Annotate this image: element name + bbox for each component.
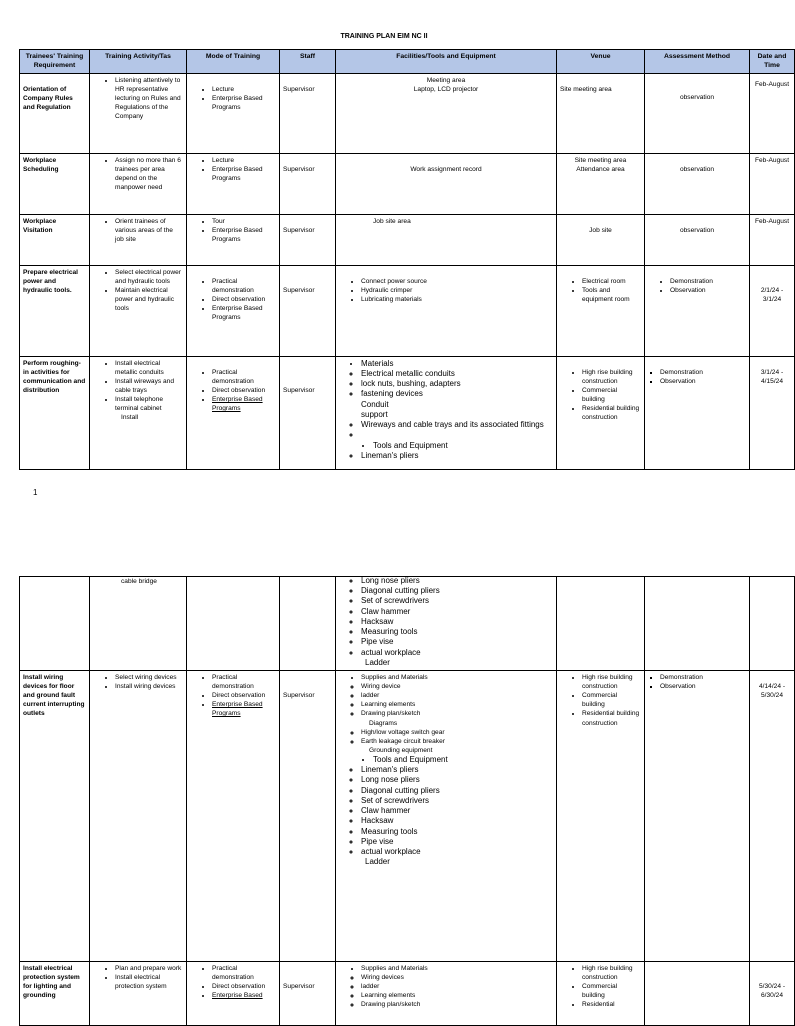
date-cell: Feb-August: [750, 214, 795, 265]
list-item: • Assign no more than 6 trainees per area depend on the manpower need: [115, 156, 183, 192]
list-item: • Install wireways and cable trays: [115, 377, 183, 395]
list-item: • Practical demonstration: [212, 368, 276, 386]
venue-cell: [557, 962, 645, 1026]
assessment-cell: [645, 671, 750, 962]
list-item: ◦ Earth leakage circuit breaker: [361, 737, 553, 746]
mode-cell: [187, 153, 280, 214]
list-item: ◦ actual workplace: [361, 648, 553, 658]
table-row: [20, 265, 795, 356]
list-item: • Maintain electrical power and hydraulic tools: [115, 286, 183, 313]
list-item: ◦ Set of screwdrivers: [361, 596, 553, 606]
requirement-cell: Orientation of Company Rules and Regulation: [20, 73, 90, 153]
list-item: ◦ Wiring device: [361, 682, 553, 691]
list-item: ◦ Long nose pliers: [361, 576, 553, 586]
venue-cell: Site meeting area Attendance area: [557, 153, 645, 214]
assessment-cell: [645, 577, 750, 671]
list-item: • Enterprise Based Programs: [212, 395, 276, 413]
page-number: 1: [33, 488, 38, 497]
date-cell: [750, 577, 795, 671]
list-item: • Commercial building: [582, 691, 641, 709]
activity-cell: [90, 153, 187, 214]
list-item: • Enterprise Based Programs: [212, 226, 276, 244]
table-row: [20, 73, 795, 153]
header-assessment: Assessment Method: [645, 50, 750, 74]
facilities-cell: • Supplies and Materials ◦ Wiring device ◦ ladder ◦ Learning elements ◦ Drawing plan/sketch Diagrams ◦ High/low voltage switch gear ◦ Earth leakage circuit breaker Grounding equipment • Tools and Equipment ◦ Lineman's pliers ◦ Long nose pliers ◦ Diagonal cutting pliers ◦ Set of screwdrivers ◦ Claw hammer ◦ Hacksaw ◦ Measuring tools ◦ Pipe vise ◦ actual workplace Ladder: [336, 671, 557, 962]
list-item: [361, 430, 553, 440]
header-date: Date and Time: [750, 50, 795, 74]
date-cell: Feb-August: [750, 73, 795, 153]
list-item: ◦ Hacksaw: [361, 816, 553, 826]
list-item: • Select wiring devices: [115, 673, 183, 682]
list-item: • Practical demonstration: [212, 277, 276, 295]
venue-cell: Site meeting area: [557, 73, 645, 153]
list-item: ▪ Observation: [660, 682, 746, 691]
date-cell: 5/30/24 - 6/30/24: [750, 962, 795, 1026]
activity-cell: • Install electrical metallic conduits • Install wireways and cable trays • Install telephone terminal cabinet Install: [90, 356, 187, 469]
staff-cell: [280, 577, 336, 671]
header-staff: Staff: [280, 50, 336, 74]
list-item: ◦ Drawing plan/sketch: [361, 709, 553, 718]
assessment-cell: observation: [645, 214, 750, 265]
activity-cell: [90, 214, 187, 265]
list-item: ▪ Demonstration: [660, 368, 746, 377]
header-requirement: Trainees' Training Requirement: [20, 50, 90, 74]
list-item: • Install electrical metallic conduits: [115, 359, 183, 377]
table-row: [20, 153, 795, 214]
staff-cell: Supervisor: [280, 214, 336, 265]
list-item: • Orient trainees of various areas of the job site: [115, 217, 183, 244]
staff-cell: Supervisor: [280, 356, 336, 469]
table-header-row: [20, 50, 795, 74]
mode-cell: [187, 356, 280, 469]
list-item: • Direct observation: [212, 295, 276, 304]
list-item: • Supplies and Materials: [361, 964, 553, 973]
list-item: ◦ Learning elements: [361, 700, 553, 709]
list-item: ◦ Claw hammer: [361, 806, 553, 816]
assessment-cell: observation: [645, 73, 750, 153]
table-row: [20, 577, 795, 671]
table-row: [20, 214, 795, 265]
assessment-cell: observation: [645, 153, 750, 214]
facilities-cell: ◦ Long nose pliers ◦ Diagonal cutting pliers ◦ Set of screwdrivers ◦ Claw hammer ◦ Hacksaw ◦ Measuring tools ◦ Pipe vise ◦ actual workplace Ladder: [336, 577, 557, 671]
list-item: ◦ Pipe vise: [361, 837, 553, 847]
assessment-cell: [645, 356, 750, 469]
list-item: ◦ Diagonal cutting pliers: [361, 586, 553, 596]
date-cell: 4/14/24 - 5/30/24: [750, 671, 795, 962]
list-item: • Commercial building: [582, 386, 641, 404]
list-item: • Install electrical protection system: [115, 973, 183, 991]
list-item: • High rise building construction: [582, 368, 641, 386]
list-item: • Enterprise Based: [212, 991, 276, 1000]
table-row: [20, 671, 795, 962]
list-item: ◦ Drawing plan/sketch: [361, 1000, 553, 1009]
list-item: • Select electrical power and hydraulic tools: [115, 268, 183, 286]
mode-cell: [187, 73, 280, 153]
staff-cell: Supervisor: [280, 962, 336, 1026]
staff-cell: Supervisor: [280, 265, 336, 356]
activity-cell: [90, 962, 187, 1026]
requirement-cell: Workplace Visitation: [20, 214, 90, 265]
list-item: ◦ Wiring devices: [361, 973, 553, 982]
list-item: • High rise building construction: [582, 964, 641, 982]
list-item: ◦ fastening devices: [361, 389, 553, 399]
list-item: • Materials: [361, 359, 553, 369]
requirement-cell: Install wiring devices for floor and ground fault current interrupting outlets: [20, 671, 90, 962]
list-item: • Observation: [670, 286, 746, 295]
list-item: • Lecture: [212, 156, 276, 165]
header-activity: Training Activity/Tas: [90, 50, 187, 74]
list-item: ◦ Measuring tools: [361, 827, 553, 837]
training-plan-table: [19, 49, 795, 470]
facilities-cell: Meeting area Laptop, LCD projector: [336, 73, 557, 153]
venue-cell: [557, 356, 645, 469]
list-item: ▪ Observation: [660, 377, 746, 386]
facilities-cell: [336, 265, 557, 356]
list-item: ◦ Claw hammer: [361, 607, 553, 617]
venue-cell: [557, 265, 645, 356]
requirement-cell: Workplace Scheduling: [20, 153, 90, 214]
training-plan-table-continued: [19, 576, 795, 1026]
table-row: [20, 962, 795, 1026]
staff-cell: Supervisor: [280, 73, 336, 153]
list-item: ▪ Demonstration: [660, 673, 746, 682]
list-item: • Demonstration: [670, 277, 746, 286]
facilities-cell: Work assignment record: [336, 153, 557, 214]
list-item: • Tools and equipment room: [582, 286, 641, 304]
list-item: ◦ Set of screwdrivers: [361, 796, 553, 806]
list-item: • High rise building construction: [582, 673, 641, 691]
list-item: ◦ High/low voltage switch gear: [361, 728, 553, 737]
requirement-cell: Perform roughing-in activities for communication and distribution: [20, 356, 90, 469]
mode-cell: [187, 265, 280, 356]
list-item: ◦ Measuring tools: [361, 627, 553, 637]
list-item: • Residential building construction: [582, 709, 641, 727]
activity-cell: [90, 671, 187, 962]
list-item: • Direct observation: [212, 691, 276, 700]
list-item: ◦ ladder: [361, 691, 553, 700]
list-item: • Practical demonstration: [212, 673, 276, 691]
list-item: ◦ Lineman's pliers: [361, 451, 553, 461]
list-item: • Residential: [582, 1000, 641, 1009]
list-item: ◦ actual workplace: [361, 847, 553, 857]
list-item: • Lecture: [212, 85, 276, 94]
list-item: ◦ Pipe vise: [361, 637, 553, 647]
list-item: ◦ Lineman's pliers: [361, 765, 553, 775]
venue-cell: [557, 577, 645, 671]
list-item: • Install wiring devices: [115, 682, 183, 691]
facilities-cell: Job site area: [336, 214, 557, 265]
assessment-cell: [645, 265, 750, 356]
header-facilities: Facilities/Tools and Equipment: [336, 50, 557, 74]
list-item: • Commercial building: [582, 982, 641, 1000]
date-cell: 3/1/24 - 4/15/24: [750, 356, 795, 469]
list-item: ◦ Diagonal cutting pliers: [361, 786, 553, 796]
mode-cell: [187, 577, 280, 671]
date-cell: 2/1/24 - 3/1/24: [750, 265, 795, 356]
list-item: • Enterprise Based Programs: [212, 165, 276, 183]
assessment-cell: [645, 962, 750, 1026]
list-item: • Residential building construction: [582, 404, 641, 422]
requirement-cell: [20, 577, 90, 671]
list-item: • Listening attentively to HR representative lecturing on Rules and Regulations of the Company: [115, 76, 183, 121]
list-item: ◦ Electrical metallic conduits: [361, 369, 553, 379]
activity-cell: [90, 265, 187, 356]
date-cell: Feb-August: [750, 153, 795, 214]
mode-cell: [187, 671, 280, 962]
list-item: ◦ Wireways and cable trays and its associated fittings: [361, 420, 553, 430]
mode-cell: [187, 962, 280, 1026]
facilities-cell: • Materials ◦ Electrical metallic conduits ◦ lock nuts, bushing, adapters ◦ fastening devices Conduit support ◦ Wireways and cable trays and its associated fittings ◦ • Tools and Equipment ◦ Lineman's pliers: [336, 356, 557, 469]
list-item: • Lubricating materials: [361, 295, 553, 304]
list-item: • Plan and prepare work: [115, 964, 183, 973]
header-mode: Mode of Training: [187, 50, 280, 74]
list-item: • Tour: [212, 217, 276, 226]
list-item: • Electrical room: [582, 277, 641, 286]
list-item: • Enterprise Based Programs: [212, 94, 276, 112]
table-row: [20, 356, 795, 469]
list-item: ◦ ladder: [361, 982, 553, 991]
list-item: • Connect power source: [361, 277, 553, 286]
list-item: ◦ Hacksaw: [361, 617, 553, 627]
list-item: • Tools and Equipment: [373, 755, 553, 765]
list-item: • Tools and Equipment: [373, 441, 553, 451]
mode-cell: [187, 214, 280, 265]
staff-cell: Supervisor: [280, 671, 336, 962]
list-item: ◦ Long nose pliers: [361, 775, 553, 785]
list-item: • Direct observation: [212, 386, 276, 395]
venue-cell: [557, 671, 645, 962]
staff-cell: Supervisor: [280, 153, 336, 214]
facilities-cell: [336, 962, 557, 1026]
list-item: • Enterprise Based Programs: [212, 700, 276, 718]
list-item: • Hydraulic crimper: [361, 286, 553, 295]
requirement-cell: Install electrical protection system for lighting and grounding: [20, 962, 90, 1026]
requirement-cell: Prepare electrical power and hydraulic tools.: [20, 265, 90, 356]
header-venue: Venue: [557, 50, 645, 74]
document-title: TRAINING PLAN EIM NC II: [340, 33, 428, 40]
list-item: • Install telephone terminal cabinet: [115, 395, 183, 413]
list-item: • Direct observation: [212, 982, 276, 991]
list-item: ◦ Learning elements: [361, 991, 553, 1000]
list-item: • Practical demonstration: [212, 964, 276, 982]
list-item: • Supplies and Materials: [361, 673, 553, 682]
list-item: • Enterprise Based Programs: [212, 304, 276, 322]
venue-cell: Job site: [557, 214, 645, 265]
list-item: ◦ lock nuts, bushing, adapters: [361, 379, 553, 389]
activity-cell: [90, 73, 187, 153]
activity-cell: cable bridge: [90, 577, 187, 671]
